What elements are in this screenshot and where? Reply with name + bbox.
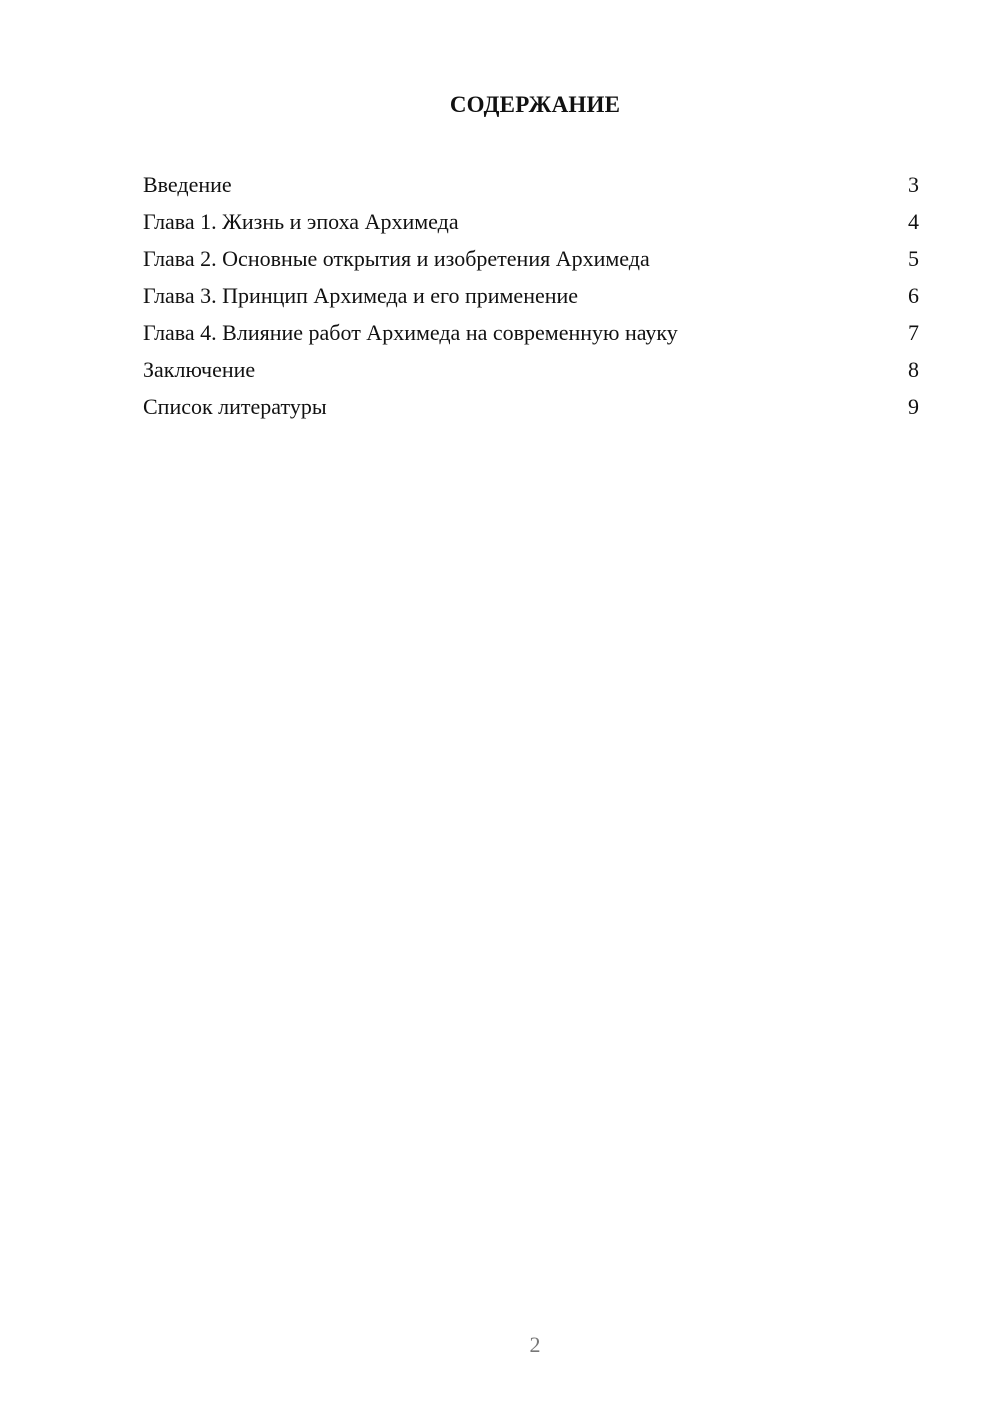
toc-entry-conclusion [143, 351, 919, 388]
toc-entry-page: 7 [908, 320, 919, 345]
toc-entry-label: Глава 2. Основные открытия и изобретения Архимеда [143, 246, 650, 271]
toc-entry-label: Введение [143, 172, 232, 197]
toc-entry-label: Заключение [143, 357, 256, 382]
toc-entry-page: 9 [908, 394, 919, 419]
toc-entry-bibliography [143, 388, 919, 425]
toc-entry-page: 4 [908, 209, 919, 234]
toc-entry-page: 5 [908, 246, 919, 271]
toc-entry-introduction [143, 166, 919, 203]
toc-entry-label: Глава 4. Влияние работ Архимеда на современную науку [143, 320, 678, 345]
toc-entry-chapter-3 [143, 277, 919, 314]
toc-entry-label: Глава 1. Жизнь и эпоха Архимеда [143, 209, 459, 234]
toc-entry-label: Список литературы [143, 394, 327, 419]
toc-entry-chapter-1 [143, 203, 919, 240]
toc-entry-chapter-2 [143, 240, 919, 277]
toc-entry-page: 8 [908, 357, 919, 382]
toc-entry-page: 6 [908, 283, 919, 308]
toc-entry-chapter-4 [143, 314, 919, 351]
table-of-contents [143, 166, 919, 425]
page-title: СОДЕРЖАНИЕ [449, 92, 621, 117]
toc-entry-label: Глава 3. Принцип Архимеда и его применение [143, 283, 579, 308]
page-number: 2 [529, 1332, 541, 1357]
toc-entry-page: 3 [908, 172, 919, 197]
